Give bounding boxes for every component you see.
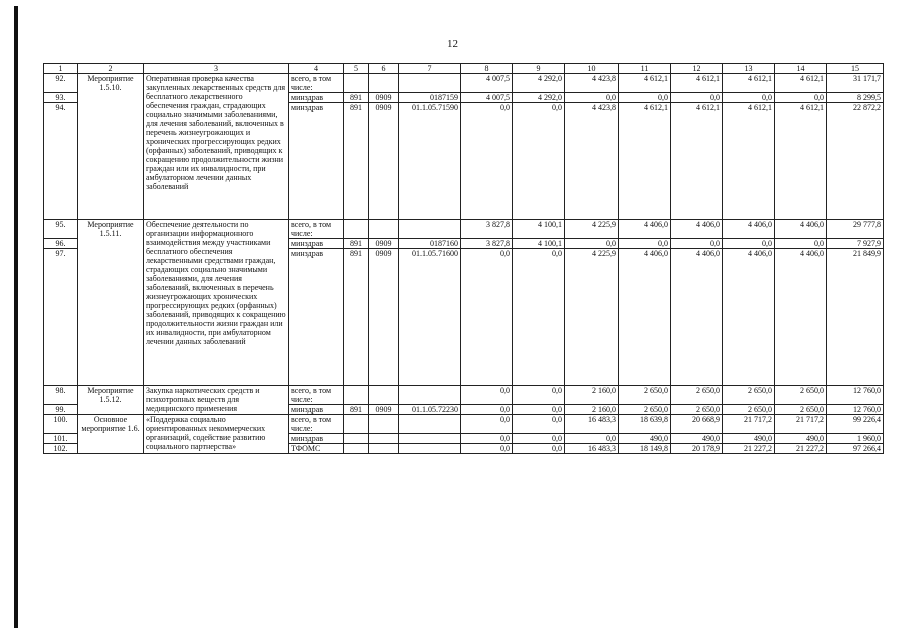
- funding-source: минздрав: [289, 434, 344, 444]
- table-row: [44, 386, 884, 405]
- amount-cell: 4 612,1: [671, 103, 723, 220]
- amount-cell: 4 007,5: [461, 74, 513, 93]
- amount-cell: 16 483,3: [565, 444, 619, 454]
- code-section: 0909: [369, 93, 399, 103]
- amount-cell: 3 827,8: [461, 220, 513, 239]
- code-target: 01.1.05.71600: [399, 249, 461, 386]
- amount-cell: 12 760,0: [827, 405, 884, 415]
- amount-cell: 4 406,0: [723, 249, 775, 386]
- amount-cell: 0,0: [461, 434, 513, 444]
- header-cell: 4: [289, 64, 344, 74]
- header-cell: 3: [144, 64, 289, 74]
- amount-cell: 4 225,9: [565, 249, 619, 386]
- code-target: 01.1.05.72230: [399, 405, 461, 415]
- code-target: 0187159: [399, 93, 461, 103]
- code-target: [399, 444, 461, 454]
- amount-cell: 2 650,0: [775, 386, 827, 405]
- amount-cell: 0,0: [461, 249, 513, 386]
- funding-source: минздрав: [289, 249, 344, 386]
- amount-cell: 4 612,1: [723, 74, 775, 93]
- code-ministry: [344, 220, 369, 239]
- header-cell: 11: [619, 64, 671, 74]
- amount-cell: 21 717,2: [775, 415, 827, 434]
- amount-cell: 2 650,0: [619, 405, 671, 415]
- code-target: [399, 415, 461, 434]
- amount-cell: 20 668,9: [671, 415, 723, 434]
- header-cell: 10: [565, 64, 619, 74]
- measure-name: Мероприятие 1.5.11.: [78, 220, 144, 386]
- amount-cell: 2 650,0: [775, 405, 827, 415]
- amount-cell: 0,0: [775, 239, 827, 249]
- code-section: [369, 386, 399, 405]
- funding-source: всего, в том числе:: [289, 415, 344, 434]
- budget-table: [43, 63, 884, 454]
- amount-cell: 4 406,0: [671, 249, 723, 386]
- code-section: [369, 74, 399, 93]
- code-ministry: 891: [344, 93, 369, 103]
- code-target: [399, 386, 461, 405]
- page-edge-bar: [14, 6, 18, 628]
- amount-cell: 4 406,0: [671, 220, 723, 239]
- header-cell: 9: [513, 64, 565, 74]
- amount-cell: 490,0: [619, 434, 671, 444]
- code-target: 01.1.05.71590: [399, 103, 461, 220]
- amount-cell: 1 960,0: [827, 434, 884, 444]
- row-number: 97.: [44, 249, 78, 386]
- amount-cell: 0,0: [775, 93, 827, 103]
- page-number: 12: [447, 38, 458, 50]
- measure-description: Оперативная проверка качества закупленных лекарственных средств для бесплатного лекарственного обеспечения граждан, страдающих социально значимыми заболеваниями, для лечения заболеваний, включенных в перечень жизнеугрожающих и хронических прогрессирующих редких (орфанных) заболеваний, приводящих к сокращению продолжительности жизни граждан или их инвалидности, при амбулаторном лечении данных заболеваний: [144, 74, 289, 220]
- code-ministry: [344, 386, 369, 405]
- amount-cell: 0,0: [513, 103, 565, 220]
- row-number: 93.: [44, 93, 78, 103]
- amount-cell: 2 650,0: [671, 405, 723, 415]
- row-number: 92.: [44, 74, 78, 93]
- amount-cell: 12 760,0: [827, 386, 884, 405]
- amount-cell: 18 639,8: [619, 415, 671, 434]
- funding-source: минздрав: [289, 239, 344, 249]
- amount-cell: 0,0: [513, 415, 565, 434]
- amount-cell: 0,0: [513, 444, 565, 454]
- code-ministry: 891: [344, 103, 369, 220]
- code-ministry: 891: [344, 405, 369, 415]
- amount-cell: 0,0: [461, 103, 513, 220]
- header-cell: 5: [344, 64, 369, 74]
- amount-cell: 22 872,2: [827, 103, 884, 220]
- measure-name: Мероприятие 1.5.12.: [78, 386, 144, 415]
- header-cell: 7: [399, 64, 461, 74]
- amount-cell: 0,0: [513, 405, 565, 415]
- measure-name: Мероприятие 1.5.10.: [78, 74, 144, 220]
- code-target: [399, 74, 461, 93]
- amount-cell: 21 227,2: [775, 444, 827, 454]
- amount-cell: 2 160,0: [565, 386, 619, 405]
- amount-cell: 2 650,0: [619, 386, 671, 405]
- amount-cell: 0,0: [513, 249, 565, 386]
- amount-cell: 0,0: [723, 239, 775, 249]
- amount-cell: 0,0: [565, 93, 619, 103]
- amount-cell: 4 406,0: [775, 249, 827, 386]
- amount-cell: 0,0: [671, 93, 723, 103]
- amount-cell: 4 007,5: [461, 93, 513, 103]
- funding-source: минздрав: [289, 103, 344, 220]
- amount-cell: 0,0: [461, 444, 513, 454]
- funding-source: ТФОМС: [289, 444, 344, 454]
- amount-cell: 490,0: [775, 434, 827, 444]
- header-cell: 13: [723, 64, 775, 74]
- code-section: [369, 444, 399, 454]
- amount-cell: 4 292,0: [513, 93, 565, 103]
- table-row: [44, 415, 884, 434]
- code-ministry: [344, 415, 369, 434]
- amount-cell: 4 612,1: [619, 103, 671, 220]
- amount-cell: 0,0: [671, 239, 723, 249]
- row-number: 98.: [44, 386, 78, 405]
- amount-cell: 490,0: [723, 434, 775, 444]
- amount-cell: 4 100,1: [513, 220, 565, 239]
- code-section: 0909: [369, 239, 399, 249]
- amount-cell: 4 406,0: [723, 220, 775, 239]
- amount-cell: 0,0: [565, 239, 619, 249]
- amount-cell: 21 227,2: [723, 444, 775, 454]
- amount-cell: 97 266,4: [827, 444, 884, 454]
- amount-cell: 2 650,0: [671, 386, 723, 405]
- header-row: [44, 64, 884, 74]
- amount-cell: 21 717,2: [723, 415, 775, 434]
- row-number: 95.: [44, 220, 78, 239]
- amount-cell: 0,0: [565, 434, 619, 444]
- table-row: [44, 74, 884, 93]
- code-section: [369, 220, 399, 239]
- amount-cell: 4 612,1: [671, 74, 723, 93]
- amount-cell: 4 406,0: [619, 220, 671, 239]
- code-section: [369, 434, 399, 444]
- amount-cell: 0,0: [461, 415, 513, 434]
- amount-cell: 4 612,1: [619, 74, 671, 93]
- header-cell: 14: [775, 64, 827, 74]
- measure-description: «Поддержка социально ориентированных некоммерческих организаций, содействие развитию социального партнерства»: [144, 415, 289, 454]
- amount-cell: 4 406,0: [775, 220, 827, 239]
- amount-cell: 2 160,0: [565, 405, 619, 415]
- amount-cell: 4 406,0: [619, 249, 671, 386]
- amount-cell: 4 612,1: [723, 103, 775, 220]
- amount-cell: 0,0: [513, 434, 565, 444]
- amount-cell: 29 777,8: [827, 220, 884, 239]
- amount-cell: 18 149,8: [619, 444, 671, 454]
- amount-cell: 4 100,1: [513, 239, 565, 249]
- amount-cell: 7 927,9: [827, 239, 884, 249]
- code-ministry: [344, 434, 369, 444]
- measure-description: Обеспечение деятельности по организации информационного взаимодействия между участниками бесплатного обеспечения лекарственными средствами граждан, страдающих социально значимыми заболеваниями, для лечения заболеваний, включенных в перечень жизнеугрожающих хронических прогрессирующих редких (орфанных) заболеваний, приводящих к сокращению продолжительности жизни граждан или их инвалидности, при амбулаторном лечении данных заболеваний: [144, 220, 289, 386]
- header-cell: 2: [78, 64, 144, 74]
- code-ministry: [344, 74, 369, 93]
- amount-cell: 4 612,1: [775, 74, 827, 93]
- amount-cell: 0,0: [619, 93, 671, 103]
- amount-cell: 31 171,7: [827, 74, 884, 93]
- row-number: 99.: [44, 405, 78, 415]
- header-cell: 1: [44, 64, 78, 74]
- funding-source: минздрав: [289, 93, 344, 103]
- row-number: 102.: [44, 444, 78, 454]
- code-ministry: [344, 444, 369, 454]
- measure-name: Основное мероприятие 1.6.: [78, 415, 144, 454]
- amount-cell: 0,0: [461, 386, 513, 405]
- amount-cell: 21 849,9: [827, 249, 884, 386]
- amount-cell: 490,0: [671, 434, 723, 444]
- code-target: [399, 220, 461, 239]
- amount-cell: 4 423,8: [565, 103, 619, 220]
- amount-cell: 16 483,3: [565, 415, 619, 434]
- code-ministry: 891: [344, 249, 369, 386]
- amount-cell: 8 299,5: [827, 93, 884, 103]
- code-section: 0909: [369, 249, 399, 386]
- header-cell: 8: [461, 64, 513, 74]
- code-section: 0909: [369, 405, 399, 415]
- amount-cell: 0,0: [619, 239, 671, 249]
- funding-source: всего, в том числе:: [289, 220, 344, 239]
- amount-cell: 2 650,0: [723, 386, 775, 405]
- row-number: 96.: [44, 239, 78, 249]
- header-cell: 12: [671, 64, 723, 74]
- amount-cell: 20 178,9: [671, 444, 723, 454]
- amount-cell: 4 612,1: [775, 103, 827, 220]
- amount-cell: 3 827,8: [461, 239, 513, 249]
- table-row: [44, 220, 884, 239]
- funding-source: минздрав: [289, 405, 344, 415]
- code-target: 0187160: [399, 239, 461, 249]
- row-number: 94.: [44, 103, 78, 220]
- funding-source: всего, в том числе:: [289, 386, 344, 405]
- code-target: [399, 434, 461, 444]
- amount-cell: 4 423,8: [565, 74, 619, 93]
- code-section: [369, 415, 399, 434]
- amount-cell: 4 225,9: [565, 220, 619, 239]
- amount-cell: 4 292,0: [513, 74, 565, 93]
- measure-description: Закупка наркотических средств и психотропных веществ для медицинского применения: [144, 386, 289, 415]
- row-number: 100.: [44, 415, 78, 434]
- amount-cell: 99 226,4: [827, 415, 884, 434]
- amount-cell: 0,0: [461, 405, 513, 415]
- amount-cell: 2 650,0: [723, 405, 775, 415]
- code-section: 0909: [369, 103, 399, 220]
- code-ministry: 891: [344, 239, 369, 249]
- amount-cell: 0,0: [723, 93, 775, 103]
- header-cell: 6: [369, 64, 399, 74]
- funding-source: всего, в том числе:: [289, 74, 344, 93]
- header-cell: 15: [827, 64, 884, 74]
- amount-cell: 0,0: [513, 386, 565, 405]
- row-number: 101.: [44, 434, 78, 444]
